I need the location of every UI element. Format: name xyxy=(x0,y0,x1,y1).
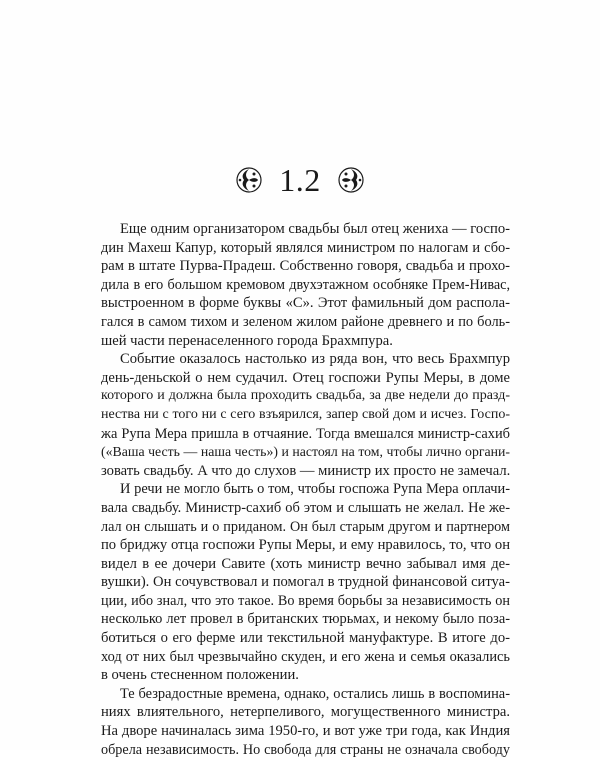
text-line: выстроенном в форме буквы «С». Этот фамильный дом распола- xyxy=(101,295,510,312)
text-line: ботиться о его ферме или текстильной мануфактуре. В итоге до- xyxy=(101,630,510,647)
text-line: вала свадьбу. Министр-сахиб об этом и слышать не желал. Не же- xyxy=(101,499,510,516)
text-line: ниях влиятельного, нетерпеливого, могущественного министра. xyxy=(101,704,510,721)
text-line: На дворе начиналась зима 1950-го, и вот уже три года, как Индия xyxy=(101,723,510,740)
ornament-right-icon xyxy=(337,166,365,194)
text-line: Событие оказалось настолько из ряда вон, что весь Брахмпур xyxy=(120,351,510,368)
text-line: по бриджу отца госпожи Рупы Меры, и ему нравилось, то, что он xyxy=(101,537,510,554)
text-line: в очень стесненном положении. xyxy=(101,667,299,684)
text-line: рам в штате Пурва-Прадеш. Собственно говоря, свадьба и прохо- xyxy=(101,258,510,275)
text-line: дила в его большом кремовом двухэтажном особняке Прем-Нивас, xyxy=(101,276,510,293)
text-line: Еще одним организатором свадьбы был отец жениха — госпо- xyxy=(120,221,510,237)
text-line: нества ни с того ни с сего взъярился, запер свой дом и исчез. Госпо- xyxy=(101,406,510,422)
text-line: ции, ибо знал, что это такое. Во время борьбы за независимость он xyxy=(101,592,510,609)
chapter-number: 1.2 xyxy=(279,162,321,198)
text-line: ход от них был чрезвычайно скуден, и его жена и семья оказались xyxy=(101,648,510,665)
text-line: гался в самом тихом и зеленом жилом районе древнего и по боль- xyxy=(101,313,510,330)
text-line: шей части перенаселенного города Брахмпура. xyxy=(101,332,393,349)
text-line: жа Рупа Мера пришла в отчаяние. Тогда вмешался министр-сахиб xyxy=(101,425,510,442)
text-line: зовать свадьбу. А что до слухов — министр их просто не замечал. xyxy=(101,462,510,479)
text-line: обрела независимость. Но свобода для страны не означала свободу xyxy=(101,741,510,758)
text-line: дин Махеш Капур, который являлся министром по налогам и сбо- xyxy=(101,239,510,256)
chapter-heading xyxy=(0,158,600,202)
text-line: вушки). Он сочувствовал и помогал в трудной финансовой ситуа- xyxy=(101,574,510,591)
text-line: видел в ее дочери Савите (хоть министр вечно забывал имя де- xyxy=(101,555,510,572)
text-line: несколько лет провел в британских тюрьмах, и некому было поза- xyxy=(101,611,510,628)
text-line: («Ваша честь — наша честь») и настоял на том, чтобы лично органи- xyxy=(101,444,510,460)
body-text xyxy=(101,220,510,759)
text-line: Те безрадостные времена, однако, остались лишь в воспомина- xyxy=(120,685,510,702)
text-line: которого и должна была проходить свадьба, за две недели до празд- xyxy=(101,388,510,404)
text-line: И речи не могло быть о том, чтобы госпожа Рупа Мера оплачи- xyxy=(120,481,510,498)
text-line: лал он слышать и о приданом. Он был старым другом и партнером xyxy=(101,518,510,535)
ornament-left-icon xyxy=(235,166,263,194)
text-line: день-деньской о нем судачил. Отец госпожи Рупы Меры, в доме xyxy=(101,369,510,386)
